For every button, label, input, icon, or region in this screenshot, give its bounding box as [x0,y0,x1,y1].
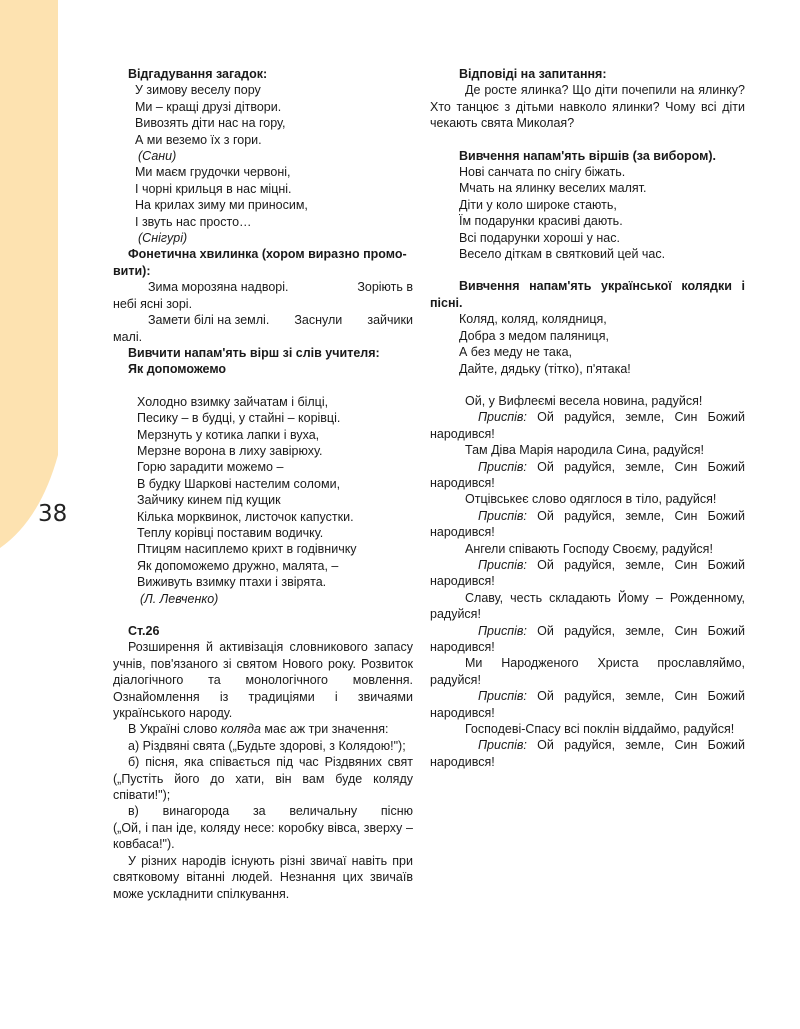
meaning-item-cont: („Ой, і пан іде, коляду несе: коробку вівса, зверху – ковбаса!"). [113,820,413,852]
song-verse: Отцівськеє слово одяглося в тіло, радуйся! [465,492,717,507]
meaning-item: а) Різдвяні свята („Будьте здорові, з Колядою!"); [128,738,406,753]
refrain-label: Приспів: [478,557,527,572]
poem-line: Виживуть взимку птахи і звірята. [137,575,327,590]
learn-heading: Вивчити напам'ять вірш зі слів учителя: [128,345,380,360]
paragraph-text: В Україні слово [128,722,221,737]
refrain [430,623,745,656]
qa-heading: Відповіді на запитання: [459,67,607,81]
poem-line: Холодно взимку зайчатам і білці, [137,394,329,409]
phonetic-text: малі. [113,329,143,344]
poem-line: Горю зарадити можемо – [137,460,284,475]
riddle-line: У зимову веселу пору [135,83,261,98]
poem-line: Зайчику кинем під кущик [137,493,281,508]
left-column [113,66,413,902]
spacer [430,262,745,278]
riddle-line: Ми – кращі друзі дітвори. [135,99,282,114]
phonetic-heading-cont: вити): [113,263,151,278]
refrain-text: Ой радуйся, земле, Син Божий народився! [430,410,745,441]
paragraph: Розширення й активізація словникового запасу учнів, пов'язаного зі святом Нового року. Розвиток діалогічного та монологічного мовлення. Ознайомлення із традиціями і звичаями українського народу. [113,640,413,721]
spacer [113,378,413,394]
poem-line: Кілька морквинок, листочок капустки. [137,509,354,524]
poem-line: Як допоможемо дружно, малята, – [137,558,339,573]
refrain-label: Приспів: [478,623,527,638]
meaning-item: б) пісня, яка співається під час Різдвяних свят („Пустіть його до хати, він вам буде коляду співати!"); [113,755,413,803]
refrain-label: Приспів: [478,410,527,425]
verse-line: Нові санчата по снігу біжать. [459,165,626,180]
verse-line: Діти у коло широке стають, [459,197,617,212]
refrain [430,508,745,541]
song-verse: Ангели співають Господу Своєму, радуйся! [465,541,713,556]
riddles-heading: Відгадування загадок: [128,67,268,81]
phonetic-heading: Фонетична хвилинка (хором виразно промо- [128,247,407,262]
poem-title: Як допоможемо [128,362,227,377]
song-verse: Ой, у Вифлеємі весела новина, радуйся! [465,393,703,408]
phonetic-text: Зоріють в [357,280,413,295]
poem-line: Мерзне ворона в лиху завірюху. [137,443,323,458]
riddle-line: І чорні крильця в нас міцні. [135,181,292,196]
phonetic-text: зайчики [367,313,413,328]
carol-line: Коляд, коляд, колядниця, [459,312,607,327]
phonetic-text: Заснули [294,313,343,328]
verse-line: Весело діткам в святковий цей час. [459,247,666,262]
song-verse: Господеві-Спасу всі поклін віддаймо, радуйся! [465,722,735,737]
verse-line: Всі подарунки хороші у нас. [459,230,620,245]
song-verse: Славу, честь складають Йому – Рожденному, радуйся! [430,590,745,622]
qa-text: Де росте ялинка? Що діти почепили на ялинку? Хто танцює з дітьми навколо ялинки? Чому всі діти чекають свята Миколая? [430,83,745,131]
riddle-line: Вивозять діти нас на гору, [135,116,286,131]
meaning-word: величальну [289,804,358,819]
carol-line: Добра з медом паляниця, [459,328,609,343]
song-verse: Там Діва Марія народила Сина, радуйся! [465,443,704,458]
riddle-line: І звуть нас просто… [135,214,252,229]
refrain-text: Ой радуйся, земле, Син Божий народився! [430,508,745,540]
verse-line: Їм подарунки красиві дають. [459,214,623,229]
phonetic-line [113,312,413,328]
verses-heading: Вивчення напам'ять віршів (за вибором). [459,148,716,163]
riddle-answer: (Снігурі) [138,231,188,246]
spacer [430,377,745,393]
meaning-word: за [252,804,266,819]
riddle-line: На крилах зиму ми приносим, [135,198,308,213]
paragraph-text: має аж три значення: [260,722,389,737]
meaning-word: винагорода [162,804,230,819]
refrain [430,557,745,590]
refrain-label: Приспів: [478,459,527,474]
refrain-text: Ой радуйся, земле, Син Божий народився! [430,689,745,720]
poem-line: Птицям насиплемо крихт в годівничку [137,542,357,557]
riddle-answer: (Сани) [138,149,177,164]
right-column [430,66,745,770]
phonetic-line [113,279,413,295]
refrain [430,688,745,721]
refrain [430,459,745,492]
refrain-label: Приспів: [478,689,527,704]
carol-line: А без меду не така, [459,345,573,360]
spacer [430,132,745,148]
carol-heading: Вивчення напам'ять української колядки і пісні. [430,279,745,310]
riddle-line: А ми веземо їх з гори. [135,132,262,147]
carol-line: Дайте, дядьку (тітко), п'ятака! [459,361,631,376]
refrain-text: Ой радуйся, земле, Син Божий народився! [430,459,745,490]
page-number: 38 [38,501,68,527]
phonetic-text: Замети білі на землі. [148,313,270,328]
refrain [430,409,745,442]
song-verse: Ми Народженого Христа прославляймо, радуйся! [430,656,745,687]
meaning-word: в) [128,804,139,819]
refrain-label: Приспів: [478,508,527,523]
refrain-label: Приспів: [478,738,527,753]
refrain [430,737,745,770]
verse-line: Мчать на ялинку веселих малят. [459,181,647,196]
section-label: Ст.26 [128,624,160,638]
poem-line: Мерзнуть у котика лапки і вуха, [137,427,320,442]
spacer [113,607,413,623]
poem-line: В будку Шаркові настелим соломи, [137,476,341,491]
refrain-text: Ой радуйся, земле, Син Божий народився! [430,623,745,654]
keyword: коляда [220,722,261,737]
riddle-line: Ми маєм грудочки червоні, [135,165,291,180]
refrain-text: Ой радуйся, земле, Син Божий народився! [430,738,745,769]
poem-line: Песику – в будці, у стайні – корівці. [137,411,341,426]
phonetic-text: небі ясні зорі. [113,296,193,311]
phonetic-text: Зима морозяна надворі. [148,280,289,295]
meaning-item [113,803,413,819]
paragraph: У різних народів існують різні звичаї навіть при святковому вітанні людей. Незнання цих звичаїв може ускладнити спілкування. [113,853,413,901]
meaning-word: пісню [380,804,413,819]
paragraph [113,721,413,737]
poem-author: (Л. Левченко) [140,591,219,606]
poem-line: Теплу корівці поставим водичку. [137,525,324,540]
refrain-text: Ой радуйся, земле, Син Божий народився! [430,557,745,589]
